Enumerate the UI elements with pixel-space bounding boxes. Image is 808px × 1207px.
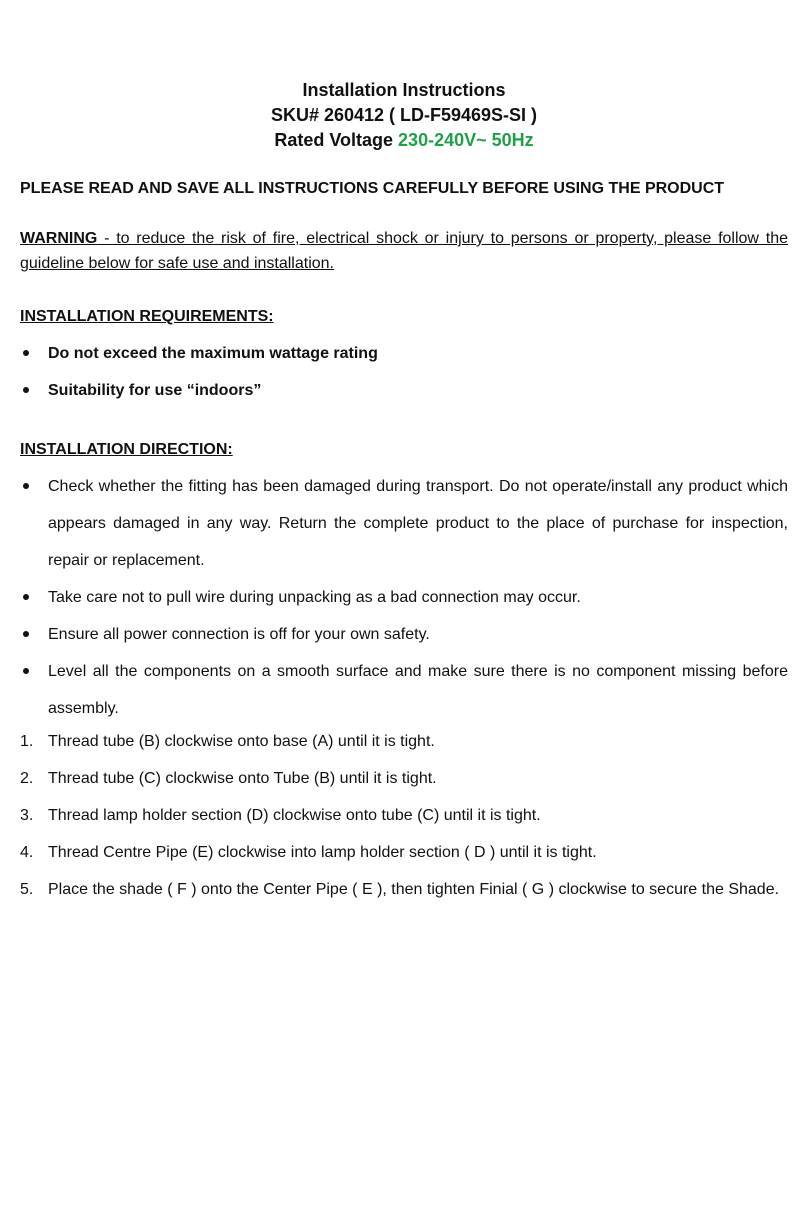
rated-voltage-label: Rated Voltage <box>274 130 399 150</box>
warning-label: WARNING <box>20 230 98 247</box>
bullet-icon <box>23 631 29 637</box>
document-title: Installation Instructions <box>302 80 506 100</box>
bullet-icon <box>23 668 29 674</box>
step-number: 3. <box>20 807 34 824</box>
step-number: 4. <box>20 844 34 861</box>
step-text: Thread tube (B) clockwise onto base (A) until it is tight. <box>48 733 435 750</box>
list-item <box>20 834 788 871</box>
direction-text: Level all the components on a smooth surface and make sure there is no component missing before assembly. <box>48 663 788 717</box>
list-item <box>20 871 788 908</box>
step-text: Thread lamp holder section (D) clockwise onto tube (C) until it is tight. <box>48 807 541 824</box>
read-and-save-notice: PLEASE READ AND SAVE ALL INSTRUCTIONS CAREFULLY BEFORE USING THE PRODUCT <box>20 180 725 197</box>
bullet-icon <box>23 387 29 393</box>
direction-bullet-list <box>20 468 788 727</box>
requirements-heading: INSTALLATION REQUIREMENTS: <box>20 308 274 325</box>
list-item <box>20 797 788 834</box>
warning-text: - to reduce the risk of fire, electrical shock or injury to persons or property, please follow the guideline below for safe use and installation. <box>20 230 788 272</box>
direction-text: Take care not to pull wire during unpacking as a bad connection may occur. <box>48 589 581 606</box>
bullet-icon <box>23 350 29 356</box>
direction-text: Ensure all power connection is off for your own safety. <box>48 626 430 643</box>
list-item <box>20 616 788 653</box>
direction-heading: INSTALLATION DIRECTION: <box>20 441 233 458</box>
list-item <box>20 723 788 760</box>
list-item <box>20 579 788 616</box>
requirements-list <box>20 335 788 409</box>
requirement-text: Suitability for use “indoors” <box>48 382 262 399</box>
list-item <box>20 653 788 727</box>
sku-line: SKU# 260412 ( LD-F59469S-SI ) <box>270 105 538 125</box>
step-text: Place the shade ( F ) onto the Center Pipe ( E ), then tighten Finial ( G ) clockwise to secure the Shade. <box>48 881 780 898</box>
assembly-steps-list <box>20 723 788 908</box>
requirement-text: Do not exceed the maximum wattage rating <box>48 345 378 362</box>
step-number: 2. <box>20 770 34 787</box>
bullet-icon <box>23 594 29 600</box>
list-item <box>20 760 788 797</box>
rated-voltage-value: 230-240V~ 50Hz <box>398 130 534 150</box>
list-item <box>20 372 788 409</box>
step-text: Thread tube (C) clockwise onto Tube (B) until it is tight. <box>48 770 437 787</box>
warning-paragraph <box>20 226 788 276</box>
bullet-icon <box>23 483 29 489</box>
document-header <box>0 78 808 153</box>
step-text: Thread Centre Pipe (E) clockwise into lamp holder section ( D ) until it is tight. <box>48 844 597 861</box>
rated-voltage-line <box>0 128 808 153</box>
list-item <box>20 468 788 579</box>
step-number: 1. <box>20 733 34 750</box>
step-number: 5. <box>20 881 34 898</box>
list-item <box>20 335 788 372</box>
direction-text: Check whether the fitting has been damaged during transport. Do not operate/install any product which appears damaged in any way. Return the complete product to the place of purchase for inspection, repair or replacement. <box>48 478 788 569</box>
